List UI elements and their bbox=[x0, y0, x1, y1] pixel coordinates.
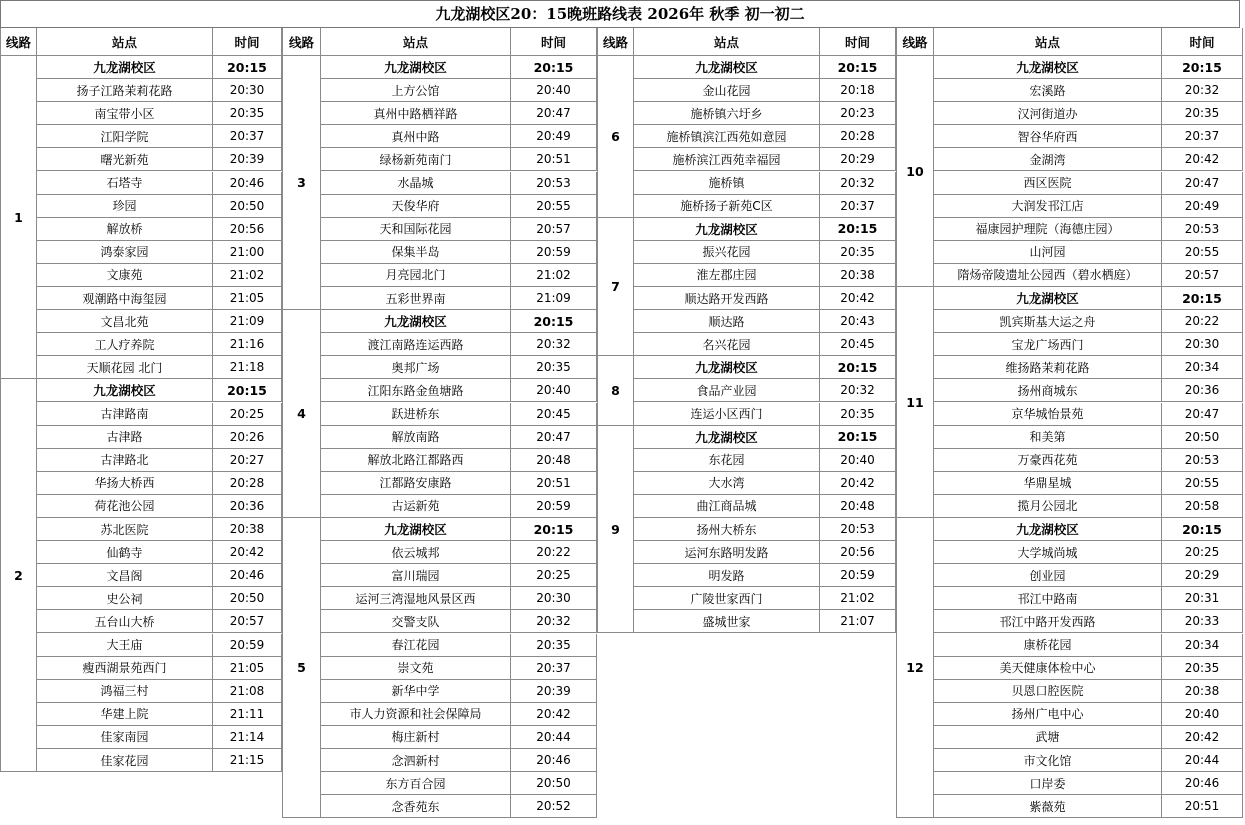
stop-time: 20:55 bbox=[1162, 472, 1243, 495]
stop-time: 20:47 bbox=[511, 426, 597, 449]
stop-name: 上方公馆 bbox=[321, 79, 511, 102]
stop-time: 20:27 bbox=[213, 449, 282, 472]
stop-name: 万豪西花苑 bbox=[934, 449, 1162, 472]
stop-time: 20:35 bbox=[1162, 102, 1243, 125]
stop-name: 宝龙广场西门 bbox=[934, 333, 1162, 356]
stop-name: 名兴花园 bbox=[634, 333, 820, 356]
stop-name: 跃进桥东 bbox=[321, 403, 511, 426]
stop-name: 崇文苑 bbox=[321, 657, 511, 680]
stop-time: 20:37 bbox=[213, 125, 282, 148]
stop-name: 月亮园北门 bbox=[321, 264, 511, 287]
stop-time: 20:33 bbox=[1162, 610, 1243, 633]
stop-name: 顺达路 bbox=[634, 310, 820, 333]
route-number: 12 bbox=[896, 518, 934, 818]
route-number: 11 bbox=[896, 287, 934, 518]
stop-name: 九龙湖校区 bbox=[321, 518, 511, 541]
header-stop: 站点 bbox=[321, 28, 511, 56]
header-stop: 站点 bbox=[934, 28, 1162, 56]
stop-name: 念泗新村 bbox=[321, 749, 511, 772]
stop-time: 20:52 bbox=[511, 795, 597, 818]
stop-time: 20:47 bbox=[1162, 403, 1243, 426]
stop-name: 邗江中路开发西路 bbox=[934, 610, 1162, 633]
stop-name: 康桥花园 bbox=[934, 634, 1162, 657]
stop-name: 天和国际花园 bbox=[321, 218, 511, 241]
header-time: 时间 bbox=[213, 28, 282, 56]
stop-time: 20:29 bbox=[820, 148, 896, 171]
stop-name: 新华中学 bbox=[321, 680, 511, 703]
header-route: 线路 bbox=[282, 28, 321, 56]
stop-time: 20:40 bbox=[820, 449, 896, 472]
stop-time: 20:40 bbox=[511, 379, 597, 402]
header-stop: 站点 bbox=[634, 28, 820, 56]
stop-name: 福康园护理院（海德庄园） bbox=[934, 218, 1162, 241]
stop-name: 创业园 bbox=[934, 564, 1162, 587]
stop-name: 扬州大桥东 bbox=[634, 518, 820, 541]
stop-time: 20:38 bbox=[213, 518, 282, 541]
header-time: 时间 bbox=[1162, 28, 1243, 56]
stop-time: 20:59 bbox=[511, 495, 597, 518]
stop-name: 维扬路茉莉花路 bbox=[934, 356, 1162, 379]
stop-name: 古运新苑 bbox=[321, 495, 511, 518]
stop-name: 广陵世家西门 bbox=[634, 587, 820, 610]
stop-time: 20:57 bbox=[213, 610, 282, 633]
stop-name: 扬州商城东 bbox=[934, 379, 1162, 402]
stop-name: 紫薇苑 bbox=[934, 795, 1162, 818]
route-number: 2 bbox=[0, 379, 37, 772]
stop-name: 美天健康体检中心 bbox=[934, 657, 1162, 680]
stop-time: 20:32 bbox=[820, 379, 896, 402]
stop-name: 江都路安康路 bbox=[321, 472, 511, 495]
stop-name: 市人力资源和社会保障局 bbox=[321, 703, 511, 726]
stop-name: 施桥滨江西苑幸福园 bbox=[634, 148, 820, 171]
stop-name: 保集半岛 bbox=[321, 241, 511, 264]
stop-name: 明发路 bbox=[634, 564, 820, 587]
stop-time: 20:43 bbox=[820, 310, 896, 333]
stop-name: 史公祠 bbox=[37, 587, 213, 610]
stop-name: 扬州广电中心 bbox=[934, 703, 1162, 726]
stop-time: 20:49 bbox=[1162, 195, 1243, 218]
stop-name: 盛城世家 bbox=[634, 610, 820, 633]
stop-name: 揽月公园北 bbox=[934, 495, 1162, 518]
stop-time: 20:46 bbox=[1162, 772, 1243, 795]
stop-name: 华建上院 bbox=[37, 703, 213, 726]
route-number: 5 bbox=[282, 518, 321, 818]
stop-time: 20:32 bbox=[1162, 79, 1243, 102]
stop-time: 21:09 bbox=[213, 310, 282, 333]
stop-name: 奥邦广场 bbox=[321, 356, 511, 379]
stop-time: 20:25 bbox=[1162, 541, 1243, 564]
stop-name: 九龙湖校区 bbox=[634, 356, 820, 379]
stop-name: 鸿福三村 bbox=[37, 680, 213, 703]
stop-name: 佳家花园 bbox=[37, 749, 213, 772]
route-number: 10 bbox=[896, 56, 934, 287]
stop-name: 文昌阁 bbox=[37, 564, 213, 587]
stop-time: 20:34 bbox=[1162, 356, 1243, 379]
stop-time: 20:22 bbox=[1162, 310, 1243, 333]
stop-time: 20:15 bbox=[820, 56, 896, 79]
stop-time: 20:15 bbox=[511, 518, 597, 541]
stop-time: 20:32 bbox=[511, 610, 597, 633]
stop-name: 九龙湖校区 bbox=[934, 56, 1162, 79]
header-route: 线路 bbox=[597, 28, 634, 56]
stop-time: 20:53 bbox=[820, 518, 896, 541]
stop-time: 20:46 bbox=[511, 749, 597, 772]
stop-name: 大学城尚城 bbox=[934, 541, 1162, 564]
stop-name: 山河园 bbox=[934, 241, 1162, 264]
stop-name: 西区医院 bbox=[934, 172, 1162, 195]
stop-name: 念香苑东 bbox=[321, 795, 511, 818]
stop-name: 东花园 bbox=[634, 449, 820, 472]
stop-time: 20:42 bbox=[213, 541, 282, 564]
stop-name: 梅庄新村 bbox=[321, 726, 511, 749]
stop-time: 20:45 bbox=[511, 403, 597, 426]
stop-time: 20:15 bbox=[511, 56, 597, 79]
stop-time: 20:53 bbox=[511, 172, 597, 195]
stop-time: 20:30 bbox=[1162, 333, 1243, 356]
stop-time: 21:02 bbox=[213, 264, 282, 287]
stop-name: 大润发邗江店 bbox=[934, 195, 1162, 218]
stop-name: 华扬大桥西 bbox=[37, 472, 213, 495]
stop-time: 20:18 bbox=[820, 79, 896, 102]
stop-time: 20:36 bbox=[1162, 379, 1243, 402]
stop-time: 21:14 bbox=[213, 726, 282, 749]
stop-name: 南宝带小区 bbox=[37, 102, 213, 125]
stop-time: 20:39 bbox=[213, 148, 282, 171]
stop-name: 九龙湖校区 bbox=[634, 56, 820, 79]
header-route: 线路 bbox=[0, 28, 37, 56]
stop-time: 20:32 bbox=[511, 333, 597, 356]
stop-time: 20:15 bbox=[213, 56, 282, 79]
stop-time: 20:15 bbox=[213, 379, 282, 402]
route-number: 3 bbox=[282, 56, 321, 310]
stop-name: 水晶城 bbox=[321, 172, 511, 195]
stop-time: 20:37 bbox=[511, 657, 597, 680]
stop-name: 五台山大桥 bbox=[37, 610, 213, 633]
stop-time: 20:50 bbox=[511, 772, 597, 795]
stop-name: 施桥扬子新苑C区 bbox=[634, 195, 820, 218]
stop-name: 大水湾 bbox=[634, 472, 820, 495]
stop-name: 古津路南 bbox=[37, 403, 213, 426]
stop-name: 九龙湖校区 bbox=[37, 379, 213, 402]
stop-time: 20:48 bbox=[820, 495, 896, 518]
stop-name: 解放北路江都路西 bbox=[321, 449, 511, 472]
stop-time: 21:07 bbox=[820, 610, 896, 633]
stop-time: 20:35 bbox=[511, 356, 597, 379]
stop-name: 武塘 bbox=[934, 726, 1162, 749]
stop-time: 20:56 bbox=[820, 541, 896, 564]
stop-time: 20:34 bbox=[1162, 634, 1243, 657]
stop-time: 20:15 bbox=[820, 218, 896, 241]
stop-time: 20:58 bbox=[1162, 495, 1243, 518]
stop-time: 20:42 bbox=[820, 472, 896, 495]
stop-time: 20:28 bbox=[213, 472, 282, 495]
stop-name: 施桥镇六圩乡 bbox=[634, 102, 820, 125]
stop-name: 东方百合园 bbox=[321, 772, 511, 795]
stop-name: 大王庙 bbox=[37, 634, 213, 657]
stop-name: 顺达路开发西路 bbox=[634, 287, 820, 310]
stop-time: 20:50 bbox=[1162, 426, 1243, 449]
stop-name: 市文化馆 bbox=[934, 749, 1162, 772]
stop-name: 解放桥 bbox=[37, 218, 213, 241]
stop-time: 20:59 bbox=[820, 564, 896, 587]
stop-name: 邗江中路南 bbox=[934, 587, 1162, 610]
stop-name: 宏溪路 bbox=[934, 79, 1162, 102]
stop-time: 20:29 bbox=[1162, 564, 1243, 587]
stop-time: 20:25 bbox=[511, 564, 597, 587]
stop-name: 石塔寺 bbox=[37, 172, 213, 195]
stop-time: 20:15 bbox=[1162, 287, 1243, 310]
stop-time: 20:35 bbox=[213, 102, 282, 125]
route-number: 7 bbox=[597, 218, 634, 357]
stop-name: 九龙湖校区 bbox=[321, 56, 511, 79]
stop-time: 20:25 bbox=[213, 403, 282, 426]
stop-name: 和美第 bbox=[934, 426, 1162, 449]
stop-name: 江阳学院 bbox=[37, 125, 213, 148]
stop-name: 凯宾斯基大运之舟 bbox=[934, 310, 1162, 333]
stop-time: 20:59 bbox=[213, 634, 282, 657]
stop-time: 20:15 bbox=[820, 426, 896, 449]
route-number: 1 bbox=[0, 56, 37, 379]
stop-name: 金湖湾 bbox=[934, 148, 1162, 171]
stop-name: 依云城邦 bbox=[321, 541, 511, 564]
stop-time: 21:11 bbox=[213, 703, 282, 726]
stop-time: 21:08 bbox=[213, 680, 282, 703]
stop-time: 20:53 bbox=[1162, 218, 1243, 241]
stop-name: 贝恩口腔医院 bbox=[934, 680, 1162, 703]
stop-time: 20:53 bbox=[1162, 449, 1243, 472]
stop-time: 20:59 bbox=[511, 241, 597, 264]
stop-time: 20:42 bbox=[820, 287, 896, 310]
stop-time: 20:45 bbox=[820, 333, 896, 356]
stop-name: 绿杨新苑南门 bbox=[321, 148, 511, 171]
stop-time: 20:40 bbox=[1162, 703, 1243, 726]
stop-time: 20:15 bbox=[1162, 56, 1243, 79]
stop-name: 九龙湖校区 bbox=[934, 287, 1162, 310]
stop-name: 古津路 bbox=[37, 426, 213, 449]
stop-name: 智谷华府西 bbox=[934, 125, 1162, 148]
stop-name: 天俊华府 bbox=[321, 195, 511, 218]
stop-time: 21:16 bbox=[213, 333, 282, 356]
stop-name: 鸿泰家园 bbox=[37, 241, 213, 264]
stop-name: 淮左郡庄园 bbox=[634, 264, 820, 287]
stop-time: 21:09 bbox=[511, 287, 597, 310]
stop-time: 21:02 bbox=[511, 264, 597, 287]
stop-time: 20:15 bbox=[511, 310, 597, 333]
stop-name: 春江花园 bbox=[321, 634, 511, 657]
stop-time: 20:15 bbox=[1162, 518, 1243, 541]
stop-name: 曙光新苑 bbox=[37, 148, 213, 171]
header-time: 时间 bbox=[511, 28, 597, 56]
stop-time: 20:23 bbox=[820, 102, 896, 125]
stop-name: 古津路北 bbox=[37, 449, 213, 472]
stop-time: 20:37 bbox=[1162, 125, 1243, 148]
stop-name: 京华城怡景苑 bbox=[934, 403, 1162, 426]
stop-name: 五彩世界南 bbox=[321, 287, 511, 310]
stop-name: 九龙湖校区 bbox=[321, 310, 511, 333]
stop-time: 21:05 bbox=[213, 287, 282, 310]
stop-time: 20:44 bbox=[1162, 749, 1243, 772]
stop-name: 真州中路栖祥路 bbox=[321, 102, 511, 125]
stop-time: 20:55 bbox=[1162, 241, 1243, 264]
stop-name: 曲江商品城 bbox=[634, 495, 820, 518]
stop-time: 20:38 bbox=[1162, 680, 1243, 703]
stop-time: 20:35 bbox=[511, 634, 597, 657]
stop-name: 荷花池公园 bbox=[37, 495, 213, 518]
stop-time: 20:42 bbox=[1162, 726, 1243, 749]
stop-time: 20:37 bbox=[820, 195, 896, 218]
stop-name: 九龙湖校区 bbox=[934, 518, 1162, 541]
stop-name: 观潮路中海玺园 bbox=[37, 287, 213, 310]
stop-time: 20:57 bbox=[1162, 264, 1243, 287]
stop-time: 20:22 bbox=[511, 541, 597, 564]
stop-time: 21:15 bbox=[213, 749, 282, 772]
stop-time: 20:47 bbox=[1162, 172, 1243, 195]
stop-time: 20:39 bbox=[511, 680, 597, 703]
stop-time: 20:46 bbox=[213, 172, 282, 195]
stop-time: 20:30 bbox=[213, 79, 282, 102]
stop-time: 20:49 bbox=[511, 125, 597, 148]
stop-name: 文昌北苑 bbox=[37, 310, 213, 333]
stop-time: 20:51 bbox=[511, 148, 597, 171]
stop-name: 振兴花园 bbox=[634, 241, 820, 264]
stop-name: 瘦西湖景苑西门 bbox=[37, 657, 213, 680]
route-number: 6 bbox=[597, 56, 634, 218]
stop-time: 20:35 bbox=[1162, 657, 1243, 680]
stop-time: 20:38 bbox=[820, 264, 896, 287]
stop-name: 渡江南路连运西路 bbox=[321, 333, 511, 356]
stop-time: 20:26 bbox=[213, 426, 282, 449]
header-stop: 站点 bbox=[37, 28, 213, 56]
stop-name: 珍园 bbox=[37, 195, 213, 218]
stop-name: 金山花园 bbox=[634, 79, 820, 102]
stop-time: 20:42 bbox=[1162, 148, 1243, 171]
stop-name: 九龙湖校区 bbox=[37, 56, 213, 79]
stop-time: 20:36 bbox=[213, 495, 282, 518]
stop-name: 佳家南园 bbox=[37, 726, 213, 749]
stop-name: 解放南路 bbox=[321, 426, 511, 449]
stop-name: 运河三湾湿地风景区西 bbox=[321, 587, 511, 610]
stop-time: 20:48 bbox=[511, 449, 597, 472]
stop-name: 天顺花园 北门 bbox=[37, 356, 213, 379]
stop-time: 20:55 bbox=[511, 195, 597, 218]
stop-name: 交警支队 bbox=[321, 610, 511, 633]
stop-time: 20:50 bbox=[213, 195, 282, 218]
stop-name: 华鼎星城 bbox=[934, 472, 1162, 495]
stop-name: 苏北医院 bbox=[37, 518, 213, 541]
stop-time: 20:40 bbox=[511, 79, 597, 102]
stop-name: 文康苑 bbox=[37, 264, 213, 287]
stop-name: 九龙湖校区 bbox=[634, 426, 820, 449]
stop-name: 真州中路 bbox=[321, 125, 511, 148]
stop-time: 20:44 bbox=[511, 726, 597, 749]
stop-name: 食品产业园 bbox=[634, 379, 820, 402]
stop-time: 20:30 bbox=[511, 587, 597, 610]
stop-time: 20:31 bbox=[1162, 587, 1243, 610]
stop-name: 九龙湖校区 bbox=[634, 218, 820, 241]
header-time: 时间 bbox=[820, 28, 896, 56]
route-number: 8 bbox=[597, 356, 634, 425]
stop-time: 21:00 bbox=[213, 241, 282, 264]
stop-time: 20:32 bbox=[820, 172, 896, 195]
header-route: 线路 bbox=[896, 28, 934, 56]
stop-time: 21:02 bbox=[820, 587, 896, 610]
route-number: 9 bbox=[597, 426, 634, 634]
stop-name: 隋炀帝陵遗址公园西（碧水栖庭） bbox=[934, 264, 1162, 287]
stop-name: 富川瑞园 bbox=[321, 564, 511, 587]
page-title: 九龙湖校区20：15晚班路线表 2026年 秋季 初一初二 bbox=[0, 0, 1240, 28]
stop-name: 汉河街道办 bbox=[934, 102, 1162, 125]
stop-name: 口岸委 bbox=[934, 772, 1162, 795]
stop-time: 20:47 bbox=[511, 102, 597, 125]
stop-name: 工人疗养院 bbox=[37, 333, 213, 356]
stop-name: 江阳东路金鱼塘路 bbox=[321, 379, 511, 402]
stop-name: 仙鹤寺 bbox=[37, 541, 213, 564]
stop-name: 扬子江路茉莉花路 bbox=[37, 79, 213, 102]
stop-name: 施桥镇滨江西苑如意园 bbox=[634, 125, 820, 148]
stop-name: 连运小区西门 bbox=[634, 403, 820, 426]
stop-time: 20:51 bbox=[511, 472, 597, 495]
stop-time: 20:56 bbox=[213, 218, 282, 241]
stop-time: 21:05 bbox=[213, 657, 282, 680]
stop-time: 20:35 bbox=[820, 403, 896, 426]
stop-time: 20:42 bbox=[511, 703, 597, 726]
stop-name: 施桥镇 bbox=[634, 172, 820, 195]
route-number: 4 bbox=[282, 310, 321, 518]
stop-time: 21:18 bbox=[213, 356, 282, 379]
stop-time: 20:15 bbox=[820, 356, 896, 379]
stop-time: 20:28 bbox=[820, 125, 896, 148]
stop-time: 20:46 bbox=[213, 564, 282, 587]
stop-name: 运河东路明发路 bbox=[634, 541, 820, 564]
stop-time: 20:50 bbox=[213, 587, 282, 610]
stop-time: 20:51 bbox=[1162, 795, 1243, 818]
stop-time: 20:35 bbox=[820, 241, 896, 264]
stop-time: 20:57 bbox=[511, 218, 597, 241]
